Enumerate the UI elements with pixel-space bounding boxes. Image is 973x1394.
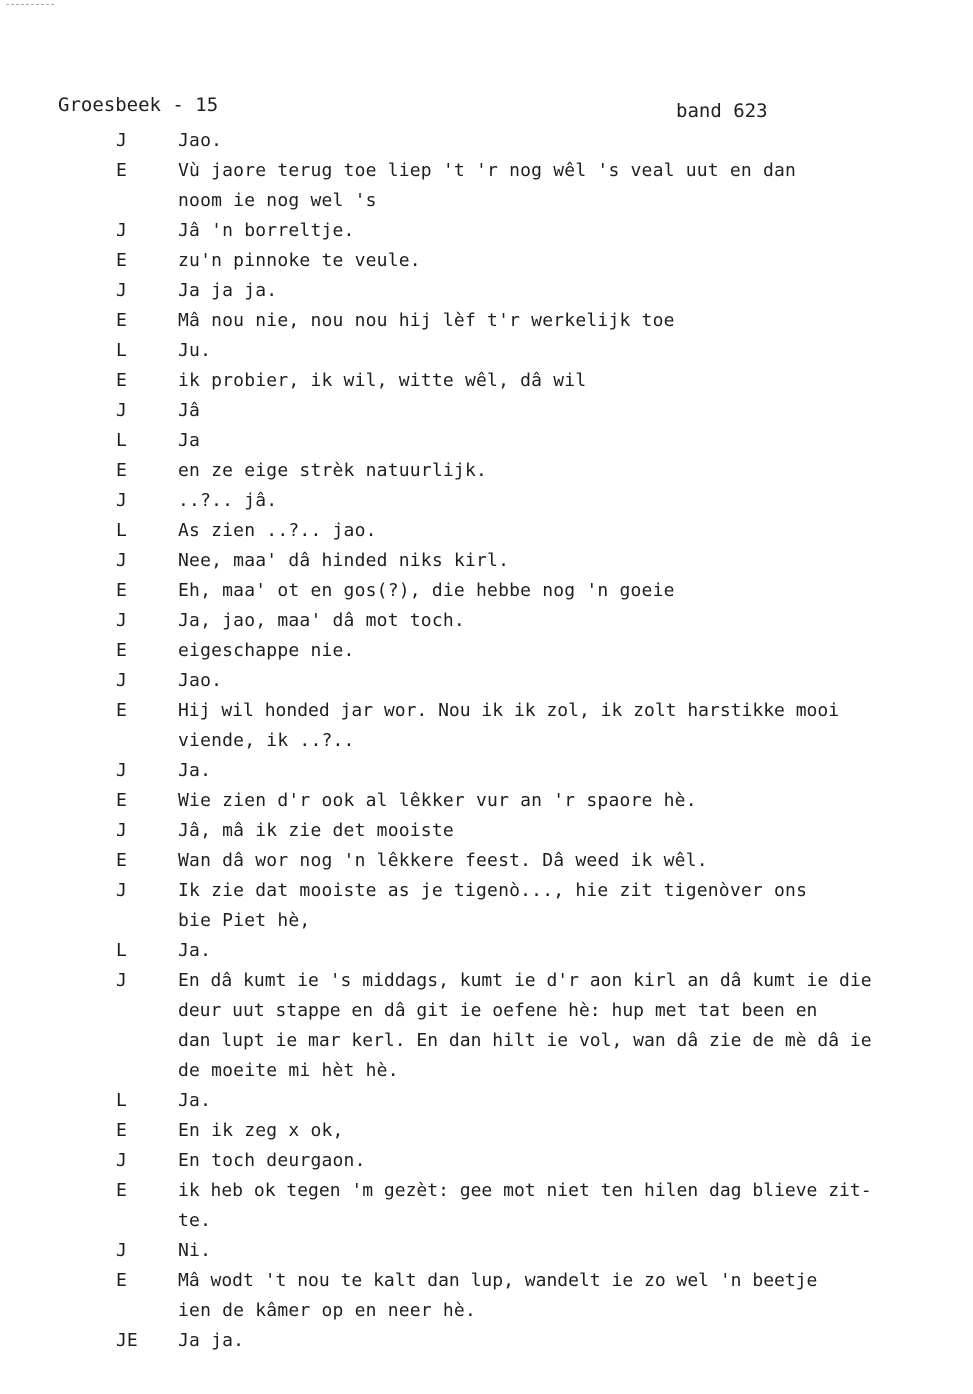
utterance-text: zu'n pinnoke te veule.	[178, 250, 421, 271]
transcript-line	[0, 246, 973, 276]
transcript-lines	[0, 126, 973, 1356]
speaker-code: E	[116, 1270, 127, 1291]
utterance-text: Jâ	[178, 400, 201, 421]
utterance-text: en ze eige strèk natuurlijk.	[178, 460, 488, 481]
speaker-code: E	[116, 790, 127, 811]
speaker-code: J	[116, 400, 127, 421]
transcript-line	[0, 696, 973, 726]
speaker-code: E	[116, 850, 127, 871]
utterance-text: As zien ..?.. jao.	[178, 520, 377, 541]
transcript-line	[0, 456, 973, 486]
utterance-text: Nee, maa' dâ hinded niks kirl.	[178, 550, 510, 571]
transcript-line	[0, 726, 973, 756]
speaker-code: J	[116, 490, 127, 511]
utterance-text: noom ie nog wel 's	[178, 190, 377, 211]
speaker-code: E	[116, 1120, 127, 1141]
speaker-code: J	[116, 550, 127, 571]
speaker-code: J	[116, 220, 127, 241]
transcript-line	[0, 1026, 973, 1056]
transcript-line	[0, 216, 973, 246]
speaker-code: E	[116, 1180, 127, 1201]
utterance-text: Mâ wodt 't nou te kalt dan lup, wandelt ie zo wel 'n beetje	[178, 1270, 818, 1291]
transcript-line	[0, 1326, 973, 1356]
utterance-text: deur uut stappe en dâ git ie oefene hè: hup met tat been en	[178, 1000, 818, 1021]
transcript-line	[0, 606, 973, 636]
transcript-line	[0, 816, 973, 846]
corner-mark	[6, 4, 54, 5]
transcript-line	[0, 1266, 973, 1296]
utterance-text: ik probier, ik wil, witte wêl, dâ wil	[178, 370, 587, 391]
speaker-code: J	[116, 820, 127, 841]
utterance-text: te.	[178, 1210, 212, 1231]
utterance-text: ik heb ok tegen 'm gezèt: gee mot niet ten hilen dag blieve zit-	[178, 1180, 872, 1201]
utterance-text: Ja.	[178, 1090, 212, 1111]
utterance-text: En dâ kumt ie 's middags, kumt ie d'r aon kirl an dâ kumt ie die	[178, 970, 872, 991]
transcript-line	[0, 576, 973, 606]
utterance-text: ..?.. jâ.	[178, 490, 278, 511]
transcript-line	[0, 666, 973, 696]
transcript-line	[0, 516, 973, 546]
transcript-line	[0, 486, 973, 516]
utterance-text: Wie zien d'r ook al lêkker vur an 'r spaore hè.	[178, 790, 697, 811]
transcript-line	[0, 1236, 973, 1266]
speaker-code: E	[116, 640, 127, 661]
speaker-code: J	[116, 1240, 127, 1261]
transcript-line	[0, 876, 973, 906]
speaker-code: J	[116, 280, 127, 301]
utterance-text: de moeite mi hèt hè.	[178, 1060, 399, 1081]
speaker-code: L	[116, 1090, 127, 1111]
transcript-line	[0, 1176, 973, 1206]
transcript-line	[0, 306, 973, 336]
utterance-text: Ja ja ja.	[178, 280, 278, 301]
speaker-code: JE	[116, 1330, 138, 1351]
transcript-line	[0, 996, 973, 1026]
speaker-code: J	[116, 610, 127, 631]
speaker-code: L	[116, 430, 127, 451]
transcript-line	[0, 1146, 973, 1176]
utterance-text: Ja, jao, maa' dâ mot toch.	[178, 610, 465, 631]
utterance-text: viende, ik ..?..	[178, 730, 355, 751]
utterance-text: ien de kâmer op en neer hè.	[178, 1300, 476, 1321]
speaker-code: J	[116, 970, 127, 991]
transcript-line	[0, 756, 973, 786]
utterance-text: Wan dâ wor nog 'n lêkkere feest. Dâ weed ik wêl.	[178, 850, 708, 871]
utterance-text: Eh, maa' ot en gos(?), die hebbe nog 'n goeie	[178, 580, 675, 601]
speaker-code: E	[116, 580, 127, 601]
speaker-code: J	[116, 130, 127, 151]
transcript-line	[0, 426, 973, 456]
transcript-line	[0, 1086, 973, 1116]
utterance-text: Mâ nou nie, nou nou hij lèf t'r werkelijk toe	[178, 310, 675, 331]
speaker-code: L	[116, 940, 127, 961]
utterance-text: En ik zeg x ok,	[178, 1120, 344, 1141]
speaker-code: J	[116, 670, 127, 691]
transcript-line	[0, 276, 973, 306]
utterance-text: eigeschappe nie.	[178, 640, 355, 661]
utterance-text: Ja ja.	[178, 1330, 245, 1351]
utterance-text: Ik zie dat mooiste as je tigenò..., hie zit tigenòver ons	[178, 880, 808, 901]
speaker-code: E	[116, 160, 127, 181]
utterance-text: Ja.	[178, 940, 212, 961]
speaker-code: E	[116, 250, 127, 271]
transcript-line	[0, 1056, 973, 1086]
transcript-line	[0, 786, 973, 816]
transcript-line	[0, 186, 973, 216]
transcript-line	[0, 936, 973, 966]
transcript-line	[0, 366, 973, 396]
transcript-line	[0, 906, 973, 936]
utterance-text: Ja	[178, 430, 201, 451]
utterance-text: Ju.	[178, 340, 212, 361]
utterance-text: En toch deurgaon.	[178, 1150, 366, 1171]
speaker-code: J	[116, 880, 127, 901]
transcript-line	[0, 126, 973, 156]
transcript-line	[0, 636, 973, 666]
transcript-line	[0, 396, 973, 426]
utterance-text: Hij wil honded jar wor. Nou ik ik zol, ik zolt harstikke mooi	[178, 700, 840, 721]
transcript-line	[0, 1206, 973, 1236]
transcript-line	[0, 846, 973, 876]
transcript-line	[0, 1296, 973, 1326]
utterance-text: dan lupt ie mar kerl. En dan hilt ie vol, wan dâ zie de mè dâ ie	[178, 1030, 872, 1051]
utterance-text: Vù jaore terug toe liep 't 'r nog wêl 's veal uut en dan	[178, 160, 797, 181]
speaker-code: E	[116, 310, 127, 331]
transcript-line	[0, 1116, 973, 1146]
utterance-text: Ni.	[178, 1240, 212, 1261]
utterance-text: Ja.	[178, 760, 212, 781]
utterance-text: Jâ, mâ ik zie det mooiste	[178, 820, 454, 841]
utterance-text: Jao.	[178, 670, 223, 691]
utterance-text: bie Piet hè,	[178, 910, 311, 931]
speaker-code: L	[116, 340, 127, 361]
speaker-code: J	[116, 760, 127, 781]
speaker-code: J	[116, 1150, 127, 1171]
tape-number: band 623	[676, 100, 768, 122]
transcript-line	[0, 336, 973, 366]
speaker-code: E	[116, 460, 127, 481]
page-title: Groesbeek - 15	[58, 94, 219, 116]
transcript-line	[0, 966, 973, 996]
speaker-code: E	[116, 370, 127, 391]
utterance-text: Jâ 'n borreltje.	[178, 220, 355, 241]
utterance-text: Jao.	[178, 130, 223, 151]
speaker-code: L	[116, 520, 127, 541]
transcript-line	[0, 546, 973, 576]
transcript-line	[0, 156, 973, 186]
speaker-code: E	[116, 700, 127, 721]
